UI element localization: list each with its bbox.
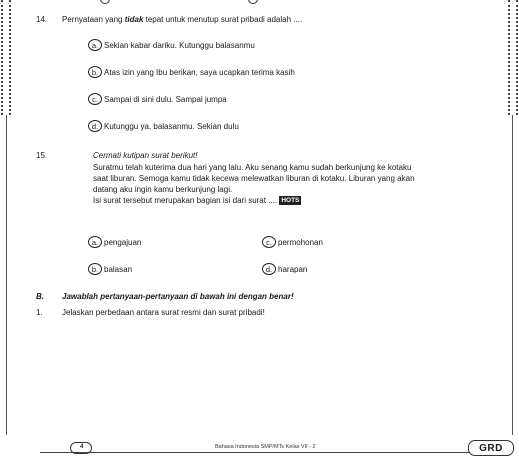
option-text: Atas izin yang Ibu berikan, saya ucapkan terima kasih (104, 67, 295, 77)
question-number: 14. (36, 15, 48, 24)
letter-excerpt (93, 162, 508, 206)
option-text: harapan (278, 264, 308, 274)
option-letter: a. (88, 39, 102, 51)
passage-line: datang aku ingin kamu berkunjung lagi. (93, 185, 233, 194)
question-number: 15. (36, 151, 48, 160)
passage-line: Suratmu telah kuterima dua hari yang lalu. Aku senang kamu sudah berkunjung ke kotaku (93, 163, 412, 172)
option-a[interactable] (88, 39, 255, 51)
question-14-stem (62, 14, 502, 25)
option-c[interactable] (88, 93, 227, 105)
question-text: Isi surat tersebut merupakan bagian isi dari surat .... (93, 196, 278, 205)
section-b-title: Jawablah pertanyaan-pertanyaan di bawah ini dengan benar! (62, 292, 294, 301)
option-letter: d. (262, 263, 276, 275)
option-text: permohonan (278, 237, 323, 247)
option-letter: d. (88, 120, 102, 132)
option-letter: b. (88, 263, 102, 275)
stem-text: tepat untuk menutup surat pribadi adalah .... (143, 15, 303, 24)
option-text: pengajuan (104, 237, 142, 247)
option-b[interactable] (88, 263, 132, 275)
option-text: Sekian kabar dariku. Kutunggu balasanmu (104, 40, 255, 50)
question-15-instruction: Cermati kutipan surat berikut! (93, 151, 198, 160)
option-letter: c. (262, 236, 276, 248)
option-text: Kutunggu ya, balasanmu. Sekian dulu (104, 121, 239, 131)
page-number: 4 (80, 444, 84, 450)
question-15-stem (93, 195, 508, 206)
passage-line: saat liburan. Semoga kamu tidak kecewa melewatkan liburan di kotaku. Liburan yang akan (93, 174, 415, 183)
question-number: 1. (36, 308, 43, 317)
binding-rings-left (1, 0, 11, 115)
option-b[interactable] (88, 66, 295, 78)
option-letter: a. (88, 236, 102, 248)
option-text: balasan (104, 264, 133, 274)
option-letter: c. (88, 93, 102, 105)
option-circle-fragment (100, 0, 110, 4)
hots-badge: HOTS (281, 197, 300, 205)
publisher-logo: GRD (468, 440, 514, 456)
option-d[interactable] (88, 120, 239, 132)
binding-rings-right (508, 0, 518, 115)
margin-line-right (512, 115, 513, 435)
option-text: Sampai di sini dulu. Sampai jumpa (104, 94, 227, 104)
margin-line-left (6, 115, 7, 435)
section-letter: B. (36, 292, 44, 301)
footer-rule (40, 452, 470, 453)
stem-emphasis: tidak (124, 15, 144, 24)
stem-text: Pernyataan yang (62, 15, 125, 24)
book-title: Bahasa Indonesia SMP/MTs Kelas VII - 2 (215, 444, 316, 450)
essay-question-1: Jelaskan perbedaan antara surat resmi dan surat pribadi! (62, 308, 265, 317)
option-a[interactable] (88, 236, 141, 248)
option-circle-fragment (248, 0, 258, 4)
option-letter: b. (88, 66, 102, 78)
option-d[interactable] (262, 263, 307, 275)
option-c[interactable] (262, 236, 323, 248)
